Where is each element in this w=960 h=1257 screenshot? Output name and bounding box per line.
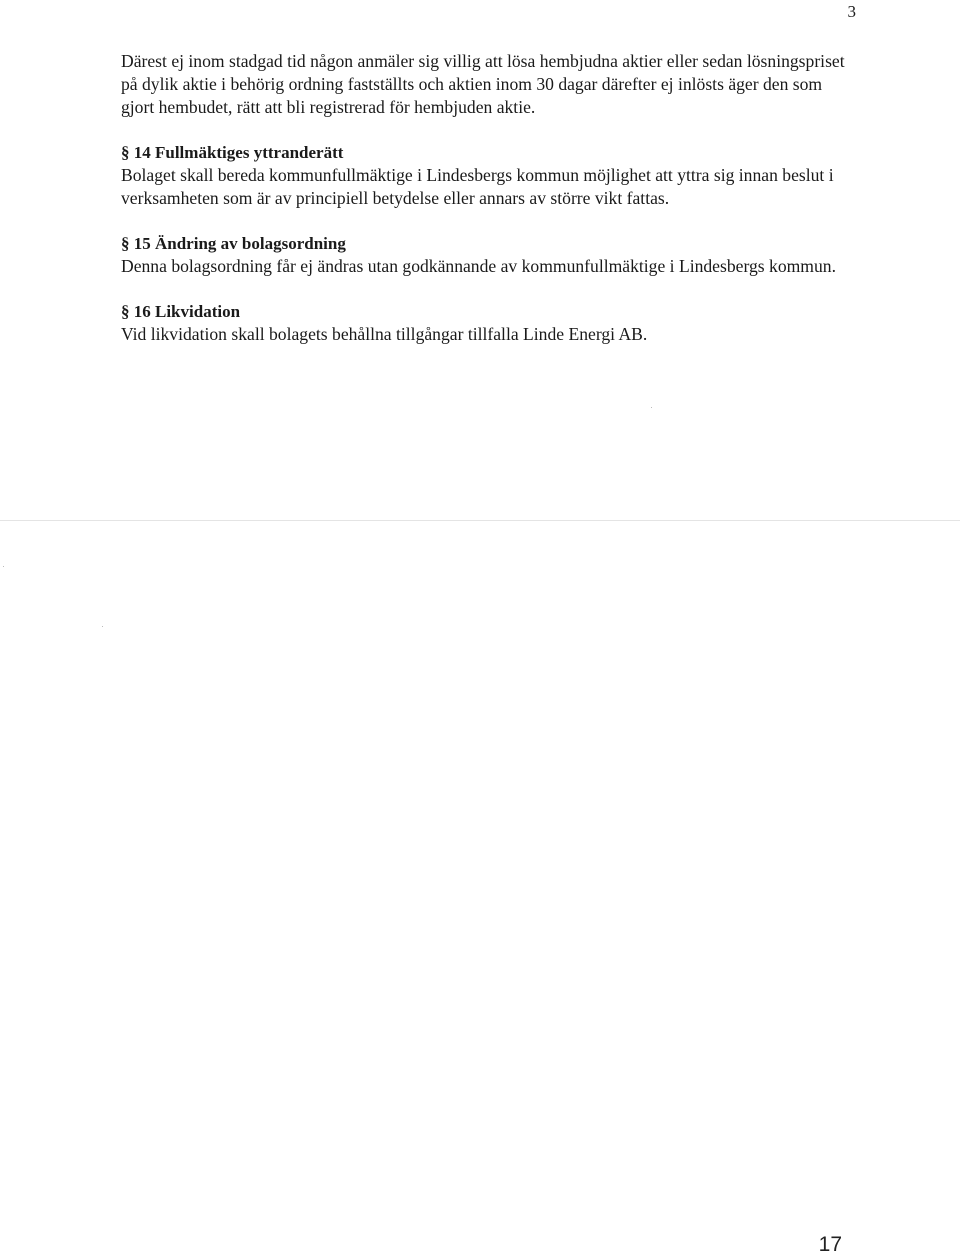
section-heading: § 16 Likvidation [121,302,241,321]
scan-speck [3,566,4,567]
section-heading: § 14 Fullmäktiges yttranderätt [121,143,344,162]
scan-divider-line [0,520,960,521]
intro-paragraph: Därest ej inom stadgad tid någon anmäler sig villig att lösa hembjudna aktier eller sedan lösningspriset på dylik aktie i behörig ordning fastställts och aktien inom 30 dagar därefter ej inlösts äger den som gjort hembudet, rätt att bli registrerad för hembjuden aktie. [121,51,845,117]
section-14 [121,142,851,210]
page-number-top: 3 [847,2,856,21]
section-body: Bolaget skall bereda kommunfullmäktige i Lindesbergs kommun möjlighet att yttra sig innan beslut i verksamheten som är av principiell betydelse eller annars av större vikt fattas. [121,165,834,208]
page-number-bottom: 17 [818,1233,842,1256]
document-body [121,50,851,346]
scan-speck [102,626,103,627]
section-16 [121,301,851,346]
section-heading: § 15 Ändring av bolagsordning [121,234,346,253]
scan-speck [651,407,652,408]
section-body: Denna bolagsordning får ej ändras utan godkännande av kommunfullmäktige i Lindesbergs kommun. [121,256,836,276]
section-body: Vid likvidation skall bolagets behållna tillgångar tillfalla Linde Energi AB. [121,324,648,344]
section-15 [121,233,851,278]
